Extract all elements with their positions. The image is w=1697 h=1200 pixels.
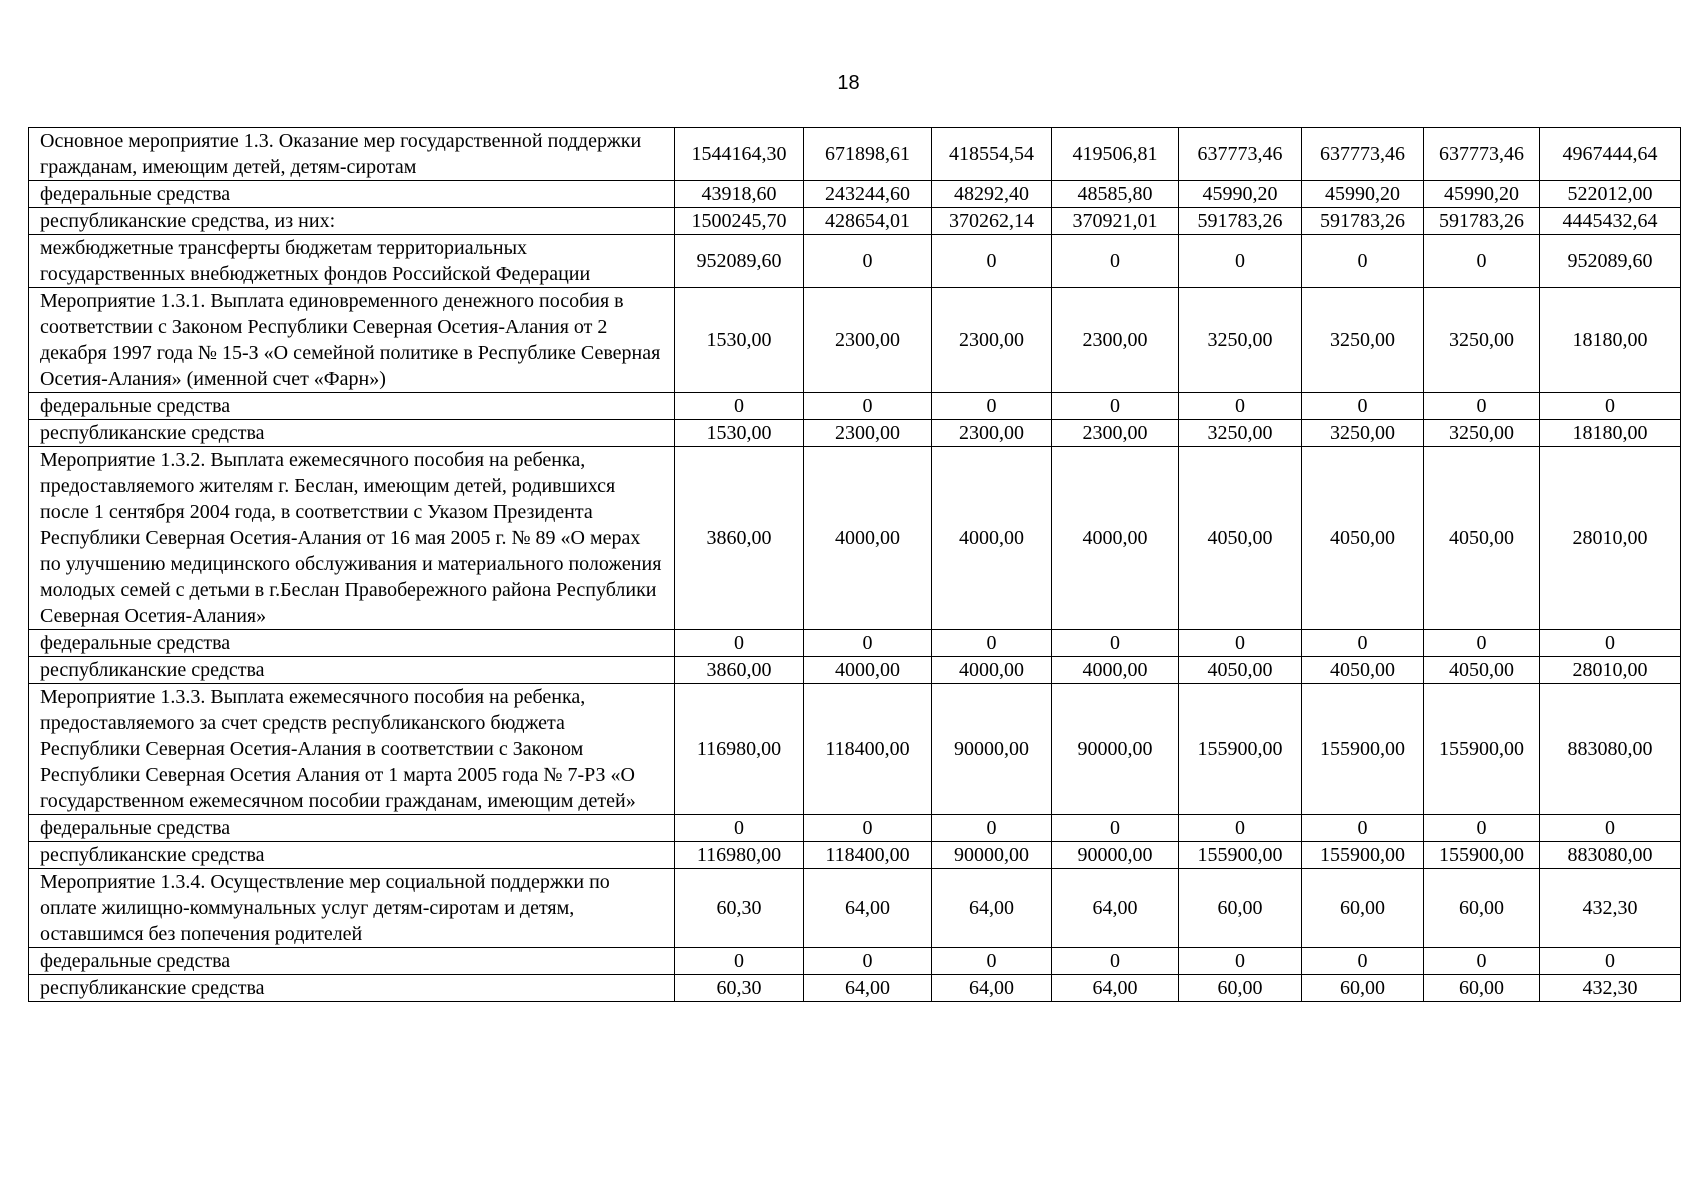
table-cell-value: 45990,20 <box>1302 181 1424 208</box>
table-row <box>29 393 1681 420</box>
table-cell-value: 2300,00 <box>1052 288 1179 393</box>
table-cell-value: 0 <box>1424 393 1540 420</box>
table-cell-value: 591783,26 <box>1302 208 1424 235</box>
table-cell-value: 243244,60 <box>804 181 932 208</box>
row-label: Мероприятие 1.3.2. Выплата ежемесячного пособия на ребенка, предоставляемого жителям г. Беслан, имеющим детей, родившихся после 1 сентября 2004 года, в соответствии с Указом Президента Республики Северная Осетия-Алания от 16 мая 2005 г. № 89 «О мерах по улучшению медицинского обслуживания и материального положения молодых семей с детьми в г.Беслан Правобережного района Республики Северная Осетия-Алания» <box>29 447 675 630</box>
table-cell-value: 0 <box>1302 948 1424 975</box>
table-cell-value: 118400,00 <box>804 842 932 869</box>
table-row <box>29 842 1681 869</box>
table-cell-value: 370921,01 <box>1052 208 1179 235</box>
table-cell-value: 4000,00 <box>1052 447 1179 630</box>
table-cell-value: 2300,00 <box>1052 420 1179 447</box>
table-cell-value: 591783,26 <box>1179 208 1302 235</box>
table-cell-value: 0 <box>1052 393 1179 420</box>
table-cell-value: 637773,46 <box>1424 128 1540 181</box>
table-body <box>29 128 1681 1002</box>
table-cell-value: 43918,60 <box>675 181 804 208</box>
table-cell-value: 90000,00 <box>932 684 1052 815</box>
table-cell-value: 0 <box>1302 630 1424 657</box>
row-label: республиканские средства, из них: <box>29 208 675 235</box>
table-cell-value: 155900,00 <box>1179 842 1302 869</box>
table-cell-value: 0 <box>1179 815 1302 842</box>
table-cell-value: 0 <box>1179 630 1302 657</box>
table-cell-value: 883080,00 <box>1540 842 1681 869</box>
table-cell-value: 4050,00 <box>1179 657 1302 684</box>
table-cell-value: 1530,00 <box>675 420 804 447</box>
table-row <box>29 420 1681 447</box>
table-row <box>29 235 1681 288</box>
table-cell-value: 671898,61 <box>804 128 932 181</box>
table-cell-value: 0 <box>932 235 1052 288</box>
table-cell-value: 0 <box>1424 815 1540 842</box>
table-cell-value: 60,00 <box>1302 869 1424 948</box>
table-cell-value: 0 <box>932 815 1052 842</box>
table-cell-value: 0 <box>1424 948 1540 975</box>
table-cell-value: 0 <box>1540 948 1681 975</box>
table-cell-value: 952089,60 <box>675 235 804 288</box>
table-cell-value: 428654,01 <box>804 208 932 235</box>
table-cell-value: 90000,00 <box>1052 684 1179 815</box>
table-cell-value: 60,00 <box>1302 975 1424 1002</box>
row-label: Мероприятие 1.3.4. Осуществление мер социальной поддержки по оплате жилищно-коммунальных услуг детям-сиротам и детям, оставшимся без попечения родителей <box>29 869 675 948</box>
table-cell-value: 522012,00 <box>1540 181 1681 208</box>
table-cell-value: 64,00 <box>1052 975 1179 1002</box>
table-cell-value: 4000,00 <box>1052 657 1179 684</box>
table-cell-value: 4050,00 <box>1424 657 1540 684</box>
table-cell-value: 0 <box>675 815 804 842</box>
table-cell-value: 0 <box>1052 948 1179 975</box>
table-cell-value: 3250,00 <box>1302 288 1424 393</box>
table-cell-value: 116980,00 <box>675 842 804 869</box>
row-label: межбюджетные трансферты бюджетам территориальных государственных внебюджетных фондов Российской Федерации <box>29 235 675 288</box>
table-cell-value: 0 <box>804 235 932 288</box>
budget-table <box>28 127 1681 1002</box>
row-label: Мероприятие 1.3.1. Выплата единовременного денежного пособия в соответствии с Законом Республики Северная Осетия-Алания от 2 декабря 1997 года № 15-З «О семейной политике в Республике Северная Осетия-Алания» (именной счет «Фарн») <box>29 288 675 393</box>
table-cell-value: 0 <box>675 630 804 657</box>
table-cell-value: 60,00 <box>1424 869 1540 948</box>
table-cell-value: 432,30 <box>1540 975 1681 1002</box>
table-cell-value: 0 <box>1424 630 1540 657</box>
table-row <box>29 815 1681 842</box>
table-cell-value: 0 <box>675 948 804 975</box>
table-cell-value: 952089,60 <box>1540 235 1681 288</box>
table-cell-value: 0 <box>932 393 1052 420</box>
table-cell-value: 28010,00 <box>1540 657 1681 684</box>
table-cell-value: 48585,80 <box>1052 181 1179 208</box>
table-row <box>29 630 1681 657</box>
row-label: федеральные средства <box>29 630 675 657</box>
table-cell-value: 64,00 <box>804 975 932 1002</box>
table-cell-value: 432,30 <box>1540 869 1681 948</box>
table-cell-value: 3250,00 <box>1424 288 1540 393</box>
table-cell-value: 64,00 <box>1052 869 1179 948</box>
table-cell-value: 18180,00 <box>1540 288 1681 393</box>
table-row <box>29 657 1681 684</box>
table-cell-value: 3250,00 <box>1179 420 1302 447</box>
row-label: республиканские средства <box>29 975 675 1002</box>
table-cell-value: 4000,00 <box>932 447 1052 630</box>
table-row <box>29 288 1681 393</box>
table-cell-value: 0 <box>1179 393 1302 420</box>
table-row <box>29 208 1681 235</box>
table-cell-value: 0 <box>804 815 932 842</box>
table-cell-value: 0 <box>932 948 1052 975</box>
table-cell-value: 637773,46 <box>1179 128 1302 181</box>
row-label: республиканские средства <box>29 842 675 869</box>
table-cell-value: 3860,00 <box>675 447 804 630</box>
table-row <box>29 948 1681 975</box>
table-cell-value: 1544164,30 <box>675 128 804 181</box>
table-cell-value: 4967444,64 <box>1540 128 1681 181</box>
table-cell-value: 4050,00 <box>1302 657 1424 684</box>
table-cell-value: 155900,00 <box>1302 684 1424 815</box>
table-cell-value: 0 <box>804 393 932 420</box>
table-cell-value: 0 <box>1179 235 1302 288</box>
table-cell-value: 1530,00 <box>675 288 804 393</box>
table-cell-value: 18180,00 <box>1540 420 1681 447</box>
table-cell-value: 48292,40 <box>932 181 1052 208</box>
table-cell-value: 155900,00 <box>1302 842 1424 869</box>
table-cell-value: 155900,00 <box>1179 684 1302 815</box>
row-label: федеральные средства <box>29 948 675 975</box>
table-cell-value: 155900,00 <box>1424 842 1540 869</box>
table-cell-value: 2300,00 <box>804 420 932 447</box>
table-cell-value: 4000,00 <box>932 657 1052 684</box>
table-cell-value: 0 <box>804 630 932 657</box>
table-cell-value: 64,00 <box>804 869 932 948</box>
table-cell-value: 3250,00 <box>1179 288 1302 393</box>
table-cell-value: 4050,00 <box>1302 447 1424 630</box>
table-row <box>29 684 1681 815</box>
table-cell-value: 883080,00 <box>1540 684 1681 815</box>
table-cell-value: 64,00 <box>932 975 1052 1002</box>
table-row <box>29 181 1681 208</box>
table-cell-value: 1500245,70 <box>675 208 804 235</box>
table-cell-value: 4445432,64 <box>1540 208 1681 235</box>
table-cell-value: 591783,26 <box>1424 208 1540 235</box>
row-label: федеральные средства <box>29 393 675 420</box>
table-cell-value: 60,30 <box>675 869 804 948</box>
table-cell-value: 0 <box>1302 815 1424 842</box>
table-cell-value: 0 <box>804 948 932 975</box>
table-cell-value: 3250,00 <box>1424 420 1540 447</box>
table-cell-value: 418554,54 <box>932 128 1052 181</box>
table-cell-value: 28010,00 <box>1540 447 1681 630</box>
table-cell-value: 90000,00 <box>1052 842 1179 869</box>
table-cell-value: 0 <box>1052 815 1179 842</box>
row-label: республиканские средства <box>29 657 675 684</box>
table-cell-value: 118400,00 <box>804 684 932 815</box>
table-cell-value: 0 <box>1540 393 1681 420</box>
table-cell-value: 4000,00 <box>804 447 932 630</box>
table-cell-value: 2300,00 <box>932 420 1052 447</box>
table-cell-value: 0 <box>932 630 1052 657</box>
table-cell-value: 4050,00 <box>1424 447 1540 630</box>
table-cell-value: 370262,14 <box>932 208 1052 235</box>
table-cell-value: 0 <box>1424 235 1540 288</box>
table-cell-value: 2300,00 <box>804 288 932 393</box>
table-cell-value: 0 <box>1540 630 1681 657</box>
table-cell-value: 155900,00 <box>1424 684 1540 815</box>
table-row <box>29 869 1681 948</box>
table-cell-value: 3250,00 <box>1302 420 1424 447</box>
table-cell-value: 60,00 <box>1179 975 1302 1002</box>
table-cell-value: 0 <box>1302 235 1424 288</box>
table-cell-value: 116980,00 <box>675 684 804 815</box>
table-cell-value: 60,00 <box>1179 869 1302 948</box>
row-label: федеральные средства <box>29 815 675 842</box>
row-label: федеральные средства <box>29 181 675 208</box>
row-label: республиканские средства <box>29 420 675 447</box>
page-number: 18 <box>837 72 860 94</box>
table-cell-value: 0 <box>675 393 804 420</box>
table-cell-value: 419506,81 <box>1052 128 1179 181</box>
table-cell-value: 60,30 <box>675 975 804 1002</box>
table-cell-value: 45990,20 <box>1424 181 1540 208</box>
table-cell-value: 90000,00 <box>932 842 1052 869</box>
table-cell-value: 2300,00 <box>932 288 1052 393</box>
row-label: Основное мероприятие 1.3. Оказание мер государственной поддержки гражданам, имеющим детей, детям-сиротам <box>29 128 675 181</box>
table-cell-value: 3860,00 <box>675 657 804 684</box>
table-cell-value: 64,00 <box>932 869 1052 948</box>
table-row <box>29 975 1681 1002</box>
table-row <box>29 447 1681 630</box>
table-cell-value: 60,00 <box>1424 975 1540 1002</box>
table-cell-value: 45990,20 <box>1179 181 1302 208</box>
table-cell-value: 637773,46 <box>1302 128 1424 181</box>
table-cell-value: 4050,00 <box>1179 447 1302 630</box>
table-cell-value: 4000,00 <box>804 657 932 684</box>
table-row <box>29 128 1681 181</box>
table-cell-value: 0 <box>1302 393 1424 420</box>
table-cell-value: 0 <box>1052 235 1179 288</box>
row-label: Мероприятие 1.3.3. Выплата ежемесячного пособия на ребенка, предоставляемого за счет средств республиканского бюджета Республики Северная Осетия-Алания в соответствии с Законом Республики Северная Осетия Алания от 1 марта 2005 года № 7-РЗ «О государственном ежемесячном пособии гражданам, имеющим детей» <box>29 684 675 815</box>
table-cell-value: 0 <box>1540 815 1681 842</box>
table-cell-value: 0 <box>1052 630 1179 657</box>
table-cell-value: 0 <box>1179 948 1302 975</box>
